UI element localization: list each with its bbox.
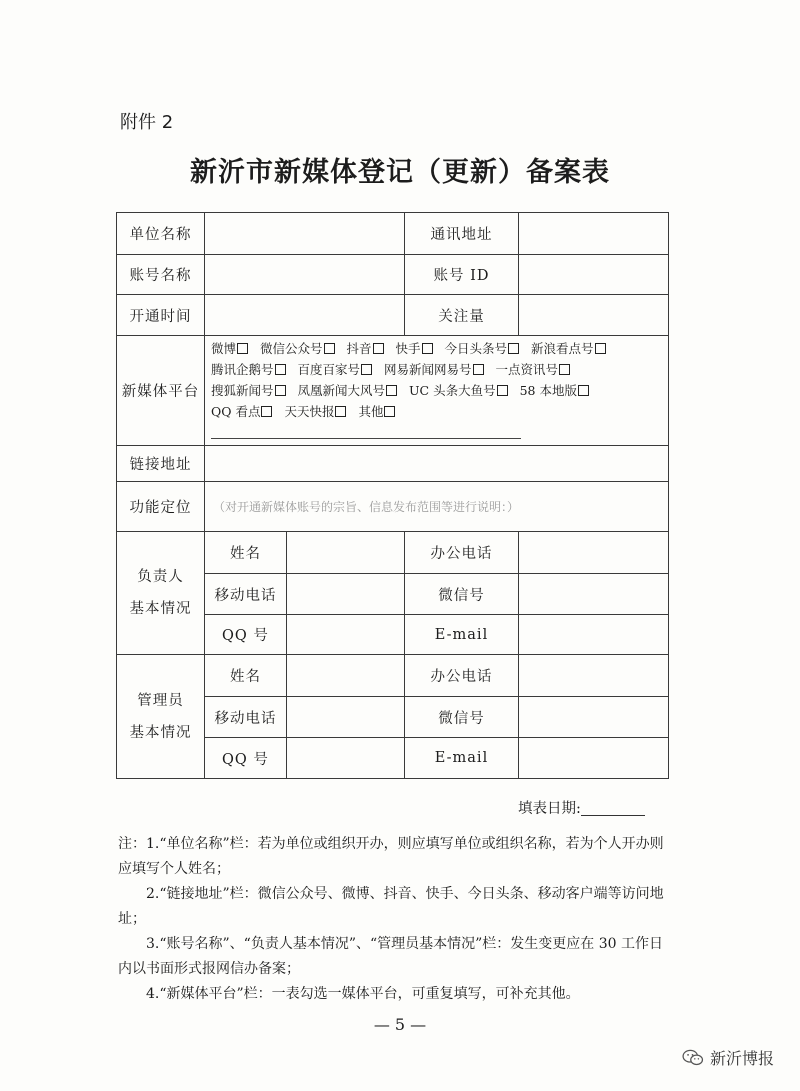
followers-field[interactable] xyxy=(519,295,669,336)
owner-wechat-label: 微信号 xyxy=(405,574,519,615)
other-platform-field[interactable] xyxy=(211,426,521,439)
owner-qq-label: QQ 号 xyxy=(205,615,287,655)
account-name-field[interactable] xyxy=(205,255,405,295)
table-row xyxy=(117,336,669,446)
owner-email-field[interactable] xyxy=(519,615,669,655)
table-row xyxy=(117,446,669,482)
table-row xyxy=(117,482,669,532)
platform-option-label: 抖音 xyxy=(346,341,372,356)
account-name-label: 账号名称 xyxy=(117,255,205,295)
admin-group-label xyxy=(117,655,205,779)
address-label: 通讯地址 xyxy=(405,213,519,255)
owner-wechat-field[interactable] xyxy=(519,574,669,615)
open-time-label: 开通时间 xyxy=(117,295,205,336)
platform-option[interactable] xyxy=(409,383,508,398)
admin-group-line2: 基本情况 xyxy=(129,724,192,741)
page-title: 新沂市新媒体登记（更新）备案表 xyxy=(190,157,610,188)
owner-qq-field[interactable] xyxy=(287,615,405,655)
platform-option[interactable] xyxy=(211,362,286,377)
checkbox-icon[interactable] xyxy=(578,385,589,396)
checkbox-icon[interactable] xyxy=(559,364,570,375)
link-address-label: 链接地址 xyxy=(117,446,205,482)
account-id-label: 账号 ID xyxy=(405,255,519,295)
function-hint[interactable]: （对开通新媒体账号的宗旨、信息发布范围等进行说明：） xyxy=(205,482,669,532)
unit-name-field[interactable] xyxy=(205,213,405,255)
owner-office-phone-label: 办公电话 xyxy=(405,532,519,574)
admin-email-field[interactable] xyxy=(519,738,669,779)
admin-qq-field[interactable] xyxy=(287,738,405,779)
checkbox-icon[interactable] xyxy=(275,385,286,396)
admin-email-label: E-mail xyxy=(405,738,519,779)
checkbox-icon[interactable] xyxy=(275,364,286,375)
platform-option-label: 新浪看点号 xyxy=(531,341,594,356)
admin-mobile-label: 移动电话 xyxy=(205,697,287,738)
checkbox-icon[interactable] xyxy=(422,343,433,354)
platform-option[interactable] xyxy=(358,404,395,419)
table-row xyxy=(117,255,669,295)
checkbox-icon[interactable] xyxy=(384,406,395,417)
platform-option[interactable] xyxy=(445,341,520,356)
table-row xyxy=(117,295,669,336)
checkbox-icon[interactable] xyxy=(497,385,508,396)
table-row xyxy=(117,655,669,697)
platform-option[interactable] xyxy=(396,341,433,356)
platform-option[interactable] xyxy=(520,383,589,398)
platform-option-label: 其他 xyxy=(358,404,384,419)
checkbox-icon[interactable] xyxy=(595,343,606,354)
watermark xyxy=(682,1046,774,1069)
note-item: 注：1.“单位名称”栏：若为单位或组织开办，则应填写单位或组织名称，若为个人开办则应填写个人姓名； xyxy=(118,836,664,877)
platform-option-label: 一点资讯号 xyxy=(495,362,559,377)
checkbox-icon[interactable] xyxy=(324,343,335,354)
watermark-text: 新沂博报 xyxy=(709,1049,774,1068)
wechat-icon xyxy=(682,1049,704,1067)
owner-name-field[interactable] xyxy=(287,532,405,574)
checkbox-icon[interactable] xyxy=(261,406,272,417)
owner-mobile-label: 移动电话 xyxy=(205,574,287,615)
owner-group-label xyxy=(117,532,205,655)
admin-mobile-field[interactable] xyxy=(287,697,405,738)
platform-option-label: QQ 看点 xyxy=(211,404,261,419)
table-row xyxy=(117,213,669,255)
platform-option-label: 网易新闻网易号 xyxy=(384,362,472,377)
platform-label: 新媒体平台 xyxy=(117,336,205,446)
platform-option-label: 快手 xyxy=(395,341,421,356)
checkbox-icon[interactable] xyxy=(473,364,484,375)
platform-option-label: 微信公众号 xyxy=(260,341,323,356)
checkbox-icon[interactable] xyxy=(361,364,372,375)
platform-option[interactable] xyxy=(260,341,335,356)
owner-name-label: 姓名 xyxy=(205,532,287,574)
unit-name-label: 单位名称 xyxy=(117,213,205,255)
platform-option-label: 今日头条号 xyxy=(444,341,508,356)
admin-office-phone-field[interactable] xyxy=(519,655,669,697)
table-row xyxy=(117,532,669,574)
platform-option-label: 微博 xyxy=(211,341,237,356)
fill-date-field[interactable] xyxy=(581,801,645,816)
platform-option-label: 58 本地版 xyxy=(519,383,577,398)
checkbox-icon[interactable] xyxy=(237,343,248,354)
admin-name-label: 姓名 xyxy=(205,655,287,697)
platform-option[interactable] xyxy=(384,362,484,377)
platform-option-label: 凤凰新闻大风号 xyxy=(297,383,386,398)
platform-option[interactable] xyxy=(211,404,272,419)
platform-option[interactable] xyxy=(284,404,346,419)
open-time-field[interactable] xyxy=(205,295,405,336)
checkbox-icon[interactable] xyxy=(373,343,384,354)
attachment-label: 附件 2 xyxy=(120,112,174,133)
admin-group-line1: 管理员 xyxy=(137,692,184,709)
note-item: 3.“账号名称”、“负责人基本情况”、“管理员基本情况”栏：发生变更应在 30 工作日内以书面形式报网信办备案； xyxy=(118,936,664,977)
note-item: 2.“链接地址”栏：微信公众号、微博、抖音、快手、今日头条、移动客户端等访问地址； xyxy=(118,886,664,927)
fill-date xyxy=(518,797,645,818)
owner-mobile-field[interactable] xyxy=(287,574,405,615)
platform-option[interactable] xyxy=(531,341,606,356)
platform-option-label: 天天快报 xyxy=(284,404,335,419)
function-label: 功能定位 xyxy=(117,482,205,532)
platform-option-label: 腾讯企鹅号 xyxy=(211,362,274,377)
followers-label: 关注量 xyxy=(405,295,519,336)
platform-option[interactable] xyxy=(211,383,286,398)
platform-option-label: UC 头条大鱼号 xyxy=(409,383,496,398)
admin-qq-label: QQ 号 xyxy=(205,738,287,779)
platform-option-label: 搜狐新闻号 xyxy=(211,383,274,398)
admin-wechat-field[interactable] xyxy=(519,697,669,738)
checkbox-icon[interactable] xyxy=(386,385,397,396)
account-id-field[interactable] xyxy=(519,255,669,295)
owner-office-phone-field[interactable] xyxy=(519,532,669,574)
notes xyxy=(118,832,674,1007)
platform-option[interactable] xyxy=(496,362,571,377)
address-field[interactable] xyxy=(519,213,669,255)
platform-option[interactable] xyxy=(298,362,373,377)
admin-name-field[interactable] xyxy=(287,655,405,697)
platform-option[interactable] xyxy=(211,341,248,356)
page-number: — 5 — xyxy=(373,1015,427,1034)
registration-form-table xyxy=(116,212,669,779)
platform-option-label: 百度百家号 xyxy=(297,362,361,377)
fill-date-label: 填表日期: xyxy=(518,801,581,817)
platform-options xyxy=(205,336,669,446)
note-item: 4.“新媒体平台”栏：一表勾选一媒体平台，可重复填写，可补充其他。 xyxy=(146,986,580,1002)
admin-office-phone-label: 办公电话 xyxy=(405,655,519,697)
platform-option[interactable] xyxy=(347,341,384,356)
checkbox-icon[interactable] xyxy=(508,343,519,354)
owner-email-label: E-mail xyxy=(405,615,519,655)
owner-group-line2: 基本情况 xyxy=(129,601,192,617)
admin-wechat-label: 微信号 xyxy=(405,697,519,738)
link-address-field[interactable] xyxy=(205,446,669,482)
checkbox-icon[interactable] xyxy=(335,406,346,417)
platform-option[interactable] xyxy=(298,383,398,398)
owner-group-line1: 负责人 xyxy=(137,569,184,585)
